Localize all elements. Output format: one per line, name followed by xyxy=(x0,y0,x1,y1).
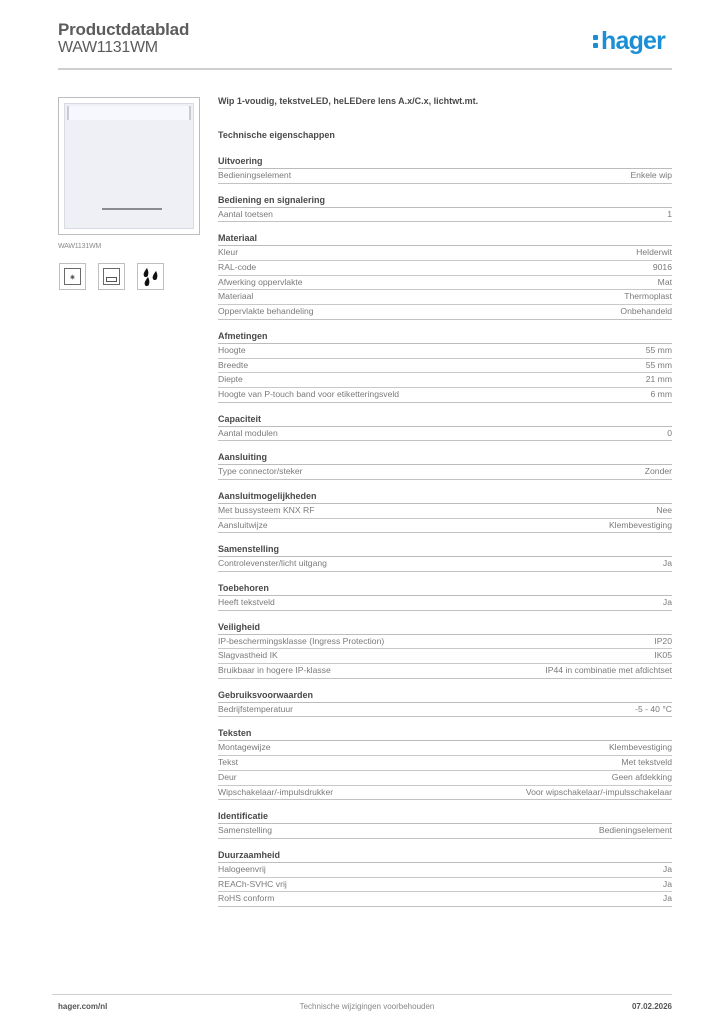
spec-row xyxy=(218,703,672,718)
spec-value: Mat xyxy=(657,276,672,287)
spec-label: Hoogte van P-touch band voor etiketteringsveld xyxy=(218,388,400,399)
spec-value: 0 xyxy=(667,427,672,438)
spec-label: Materiaal xyxy=(218,291,254,302)
spec-table xyxy=(218,155,672,917)
spec-label: Kleur xyxy=(218,247,239,258)
spec-row xyxy=(218,373,672,388)
section-heading: Identificatie xyxy=(218,810,672,824)
section-heading: Uitvoering xyxy=(218,155,672,169)
switch-plate xyxy=(64,103,194,229)
led-light-icon: ✷ xyxy=(59,263,86,290)
spec-section xyxy=(218,451,672,480)
section-heading: Aansluitmogelijkheden xyxy=(218,490,672,504)
spec-value: IP44 in combinatie met afdichtset xyxy=(545,665,672,676)
spec-row xyxy=(218,246,672,261)
spec-value: Met tekstveld xyxy=(621,757,672,768)
spec-section xyxy=(218,194,672,223)
spec-label: Breedte xyxy=(218,359,249,370)
spec-value: 6 mm xyxy=(650,388,672,399)
spec-section xyxy=(218,849,672,907)
footer-divider xyxy=(52,994,672,995)
section-heading: Gebruiksvoorwaarden xyxy=(218,689,672,703)
spec-section xyxy=(218,330,672,403)
spec-value: 9016 xyxy=(652,262,672,273)
spec-label: Montagewijze xyxy=(218,742,271,753)
spec-label: REACh-SVHC vrij xyxy=(218,878,287,889)
spec-row xyxy=(218,208,672,223)
spec-row xyxy=(218,276,672,291)
spec-value: 1 xyxy=(667,208,672,219)
spec-label: Deur xyxy=(218,771,237,782)
spec-row xyxy=(218,878,672,893)
spec-row xyxy=(218,786,672,801)
section-heading: Bediening en signalering xyxy=(218,194,672,208)
spec-row xyxy=(218,305,672,320)
spec-value: Onbehandeld xyxy=(620,306,672,317)
spec-row xyxy=(218,863,672,878)
spec-label: Bedieningselement xyxy=(218,170,292,180)
spec-row xyxy=(218,892,672,907)
spec-section xyxy=(218,727,672,800)
spec-row xyxy=(218,261,672,276)
spec-value: Ja xyxy=(662,878,672,889)
spec-value: Ja xyxy=(662,893,672,904)
spec-section xyxy=(218,413,672,442)
spec-value: 21 mm xyxy=(645,374,672,385)
spec-row xyxy=(218,635,672,650)
spec-label: Afwerking oppervlakte xyxy=(218,276,303,287)
led-bar xyxy=(102,208,162,210)
spec-section xyxy=(218,232,672,319)
product-description: Wip 1-voudig, tekstveLED, heLEDere lens A.x/C.x, lichtwt.mt. xyxy=(218,96,479,106)
header-divider xyxy=(58,68,672,70)
spec-label: Samenstelling xyxy=(218,825,272,836)
spec-label: Wipschakelaar/-impulsdrukker xyxy=(218,786,334,797)
section-heading: Aansluiting xyxy=(218,451,672,465)
spec-row xyxy=(218,169,672,184)
spec-value: Helderwit xyxy=(636,247,672,258)
spec-value: Thermoplast xyxy=(624,291,672,302)
spec-label: RAL-code xyxy=(218,262,257,273)
water-drops-icon xyxy=(137,263,164,290)
section-heading: Materiaal xyxy=(218,232,672,246)
spec-row xyxy=(218,649,672,664)
hager-logo xyxy=(593,27,665,56)
spec-row xyxy=(218,824,672,839)
spec-section xyxy=(218,543,672,572)
spec-value: Nee xyxy=(656,504,672,515)
section-heading: Toebehoren xyxy=(218,582,672,596)
spec-value: Ja xyxy=(662,863,672,874)
spec-label: Diepte xyxy=(218,374,243,385)
spec-label: Type connector/steker xyxy=(218,466,303,477)
spec-value: Voor wipschakelaar/-impulsschakelaar xyxy=(525,786,672,797)
spec-section xyxy=(218,490,672,533)
spec-label: Bedrijfstemperatuur xyxy=(218,703,293,714)
spec-section xyxy=(218,582,672,611)
spec-label: RoHS conform xyxy=(218,893,275,904)
spec-value: Geen afdekking xyxy=(611,771,672,782)
label-strip xyxy=(67,106,191,120)
spec-row xyxy=(218,741,672,756)
spec-value: Enkele wip xyxy=(630,170,672,180)
spec-value: IK05 xyxy=(654,650,672,661)
spec-row xyxy=(218,388,672,403)
spec-row xyxy=(218,465,672,480)
footer-website: hager.com/nl xyxy=(58,1002,108,1011)
spec-row xyxy=(218,596,672,611)
spec-label: Aansluitwijze xyxy=(218,519,268,530)
spec-label: Aantal modulen xyxy=(218,427,278,438)
spec-section xyxy=(218,689,672,718)
section-heading: Capaciteit xyxy=(218,413,672,427)
document-title: Productdatablad xyxy=(58,20,190,39)
section-heading: Duurzaamheid xyxy=(218,849,672,863)
spec-label: Slagvastheid IK xyxy=(218,650,278,661)
spec-section xyxy=(218,810,672,839)
spec-label: Hoogte xyxy=(218,344,246,355)
spec-row xyxy=(218,771,672,786)
label-field-icon xyxy=(98,263,125,290)
spec-label: Controlevenster/licht uitgang xyxy=(218,558,327,569)
product-image xyxy=(58,97,200,235)
spec-row xyxy=(218,344,672,359)
logo-colon-icon xyxy=(593,31,599,49)
product-code: WAW1131WM xyxy=(58,39,158,56)
section-heading: Samenstelling xyxy=(218,543,672,557)
spec-value: 55 mm xyxy=(645,344,672,355)
spec-label: Halogeenvrij xyxy=(218,863,266,874)
spec-section xyxy=(218,621,672,679)
spec-row xyxy=(218,557,672,572)
spec-row xyxy=(218,756,672,771)
tech-properties-title: Technische eigenschappen xyxy=(218,130,335,140)
spec-label: IP-beschermingsklasse (Ingress Protection) xyxy=(218,635,385,646)
spec-row xyxy=(218,504,672,519)
spec-value: IP20 xyxy=(654,635,672,646)
spec-row xyxy=(218,427,672,442)
spec-value: Ja xyxy=(662,558,672,569)
spec-value: Bedieningselement xyxy=(598,825,672,836)
spec-section xyxy=(218,155,672,184)
spec-value: Klembevestiging xyxy=(608,742,672,753)
feature-icons xyxy=(59,263,164,290)
spec-label: Aantal toetsen xyxy=(218,208,273,219)
section-heading: Teksten xyxy=(218,727,672,741)
section-heading: Afmetingen xyxy=(218,330,672,344)
spec-row xyxy=(218,519,672,534)
spec-value: Ja xyxy=(662,597,672,607)
product-caption: WAW1131WM xyxy=(58,243,102,250)
spec-value: Klembevestiging xyxy=(608,519,672,530)
spec-row xyxy=(218,359,672,374)
logo-text: hager xyxy=(601,27,666,55)
spec-label: Met bussysteem KNX RF xyxy=(218,504,315,515)
spec-label: Tekst xyxy=(218,757,239,768)
spec-row xyxy=(218,290,672,305)
footer-disclaimer: Technische wijzigingen voorbehouden xyxy=(299,1002,435,1011)
spec-value: Zonder xyxy=(644,466,672,477)
spec-label: Bruikbaar in hogere IP-klasse xyxy=(218,665,331,676)
spec-label: Oppervlakte behandeling xyxy=(218,306,314,317)
footer-date: 07.02.2026 xyxy=(631,1002,672,1011)
spec-value: -5 - 40 °C xyxy=(635,703,672,714)
spec-label: Heeft tekstveld xyxy=(218,597,275,607)
spec-row xyxy=(218,664,672,679)
spec-value: 55 mm xyxy=(645,359,672,370)
section-heading: Veiligheid xyxy=(218,621,672,635)
